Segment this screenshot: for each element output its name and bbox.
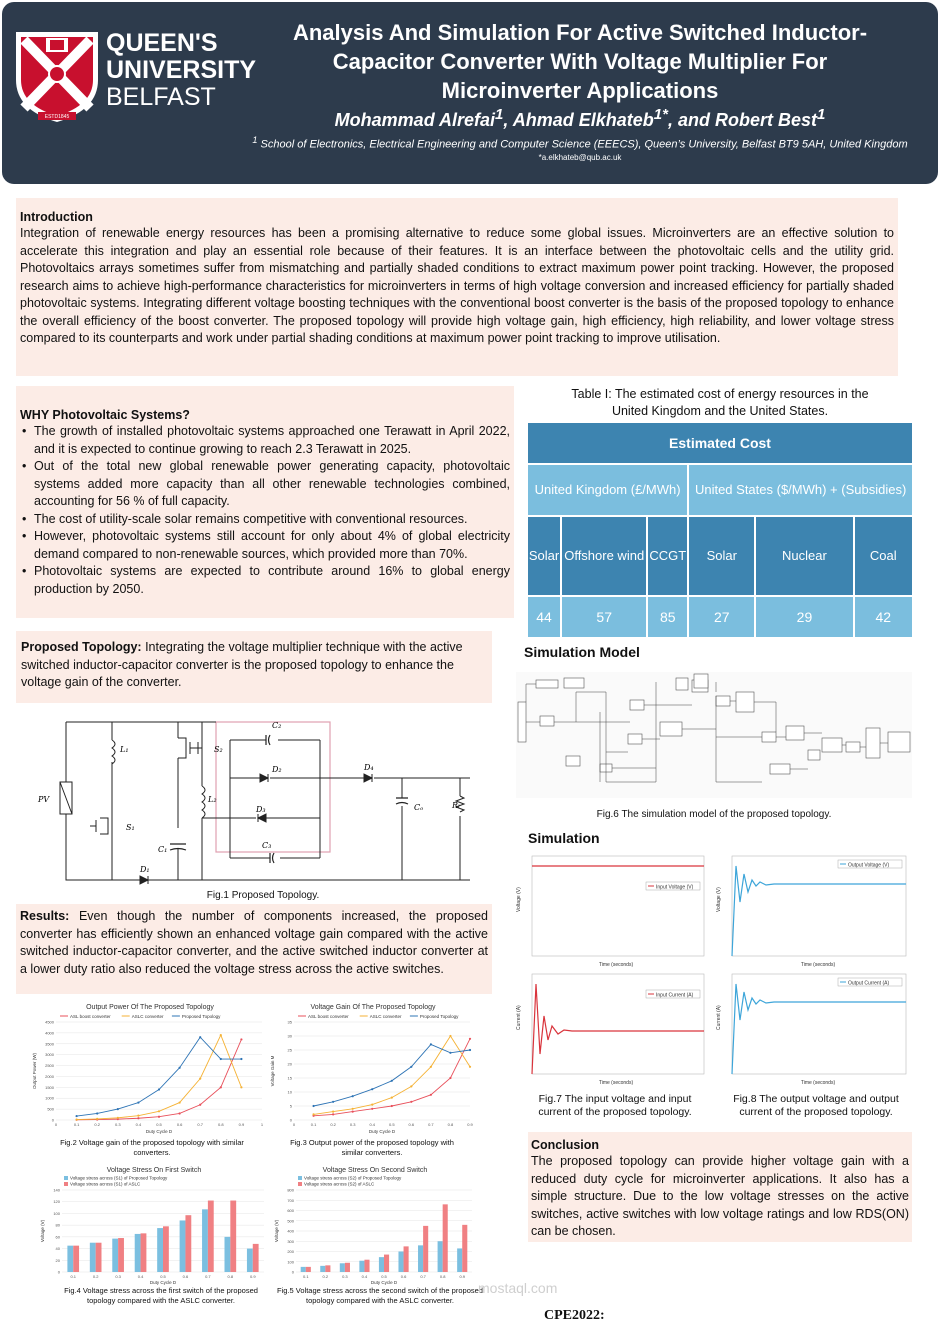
svg-text:Current (A): Current (A) [716,1005,722,1030]
why-pv-title: WHY Photovoltaic Systems? [20,408,190,422]
data-point [76,1115,78,1117]
legend-label: Voltage stress across (S1) of ASLC [70,1181,141,1187]
results-section [16,904,492,994]
svg-text:ESTD1845: ESTD1845 [44,114,70,120]
x-tick-label: 0.3 [342,1274,348,1279]
bar-1 [112,1239,118,1272]
x-tick-label: 0.9 [459,1274,466,1279]
y-tick-label: 2500 [45,1063,54,1069]
logo-wordmark: QUEEN'S UNIVERSITY BELFAST [106,29,257,111]
why-bullet-4: • However, photovoltaic systems still account for only about 4% of global electricity demand compared to non-renewable sources, which provided more than 70%. [20,528,510,563]
why-pv-list [20,423,510,598]
data-point [449,1077,451,1079]
output-current-legend: Output Current (A) [848,980,890,987]
data-point [371,1104,373,1106]
table-header: Estimated Cost [528,423,912,463]
y-tick-label: 140 [53,1187,60,1193]
y-tick-label: 4500 [45,1019,54,1025]
bar-2 [208,1201,214,1272]
legend-label: Voltage stress across (S2) of Proposed Topology [304,1175,402,1181]
cost-table [526,421,914,639]
x-tick-label: 0.1 [302,1274,309,1279]
voltage-stress-s1-chart [36,1164,272,1286]
bar-1 [135,1234,141,1272]
y-tick-label: 40 [55,1246,60,1252]
table-caption: Table I: The estimated cost of energy resources in the United Kingdom and the United States. [571,387,869,418]
x-tick-label: 0.6 [176,1122,183,1127]
legend-label: Voltage stress across (S2) of ASLC [304,1181,375,1187]
x-tick-label: 0.2 [322,1274,329,1279]
label-co: Cₒ [414,803,424,812]
bar-1 [202,1209,208,1272]
y-tick-label: 20 [287,1061,292,1067]
table-col-5: Nuclear [756,517,852,595]
data-point [96,1118,98,1120]
x-tick-label: 0 [54,1122,58,1127]
fig1-caption: Fig.1 Proposed Topology. [206,890,320,901]
data-point [371,1108,373,1110]
label-l2: L₂ [208,795,217,804]
bar-2 [384,1255,389,1272]
data-point [137,1101,139,1103]
y-tick-label: 500 [287,1218,294,1224]
crest-icon [12,28,102,124]
label-pv: PV [38,795,50,804]
legend-swatch [64,1182,68,1186]
x-tick-label: 0.7 [420,1274,426,1279]
data-point [391,1105,393,1107]
bar-1 [418,1245,423,1272]
data-point [391,1080,393,1082]
x-axis-label: Duty Cycle D [370,1280,398,1285]
svg-text:Current (A): Current (A) [516,1005,522,1030]
label-d3: D₃ [256,805,266,814]
simulation-title: Simulation [528,830,600,846]
x-tick-label: 0.4 [137,1274,144,1279]
why-pv-section [16,386,514,618]
x-tick-label: 0.7 [197,1122,203,1127]
bar-1 [398,1252,403,1273]
data-point [158,1088,160,1090]
x-tick-label: 0.8 [439,1274,446,1279]
label-rl: Rₗ [452,801,460,810]
voltage-stress-s2-chart [270,1164,480,1286]
data-point [469,1038,471,1040]
bar-2 [73,1246,79,1272]
proposed-topology-circuit [30,718,490,888]
table-value-6: 42 [855,597,912,637]
output-voltage-plot [714,852,910,968]
legend-label: Proposed Topology [419,1014,459,1019]
legend-label: Voltage stress across (S1) of Proposed Topology [70,1175,168,1181]
x-tick-label: 0.7 [428,1122,434,1127]
y-tick-label: 120 [53,1199,60,1205]
y-tick-label: 30 [287,1033,292,1039]
y-tick-label: 0 [291,1269,294,1275]
x-tick-label: 0.9 [249,1274,256,1279]
data-point [312,1113,314,1115]
y-tick-label: 1000 [45,1095,54,1101]
x-tick-label: 0.8 [218,1122,224,1127]
data-point [199,1036,201,1038]
fig3-caption: Fig.3 Output power of the proposed topology with similar converters. [290,1138,454,1157]
why-bullet-1: • The growth of installed photovoltaic systems approached one Terawatt in April 2022, and it is expected to continue growing to reach 2.3 Terawatt in 2025. [20,423,510,458]
y-tick-label: 10 [287,1089,292,1095]
y-axis-label: Voltage (V) [274,1219,279,1243]
simulink-model-diagram [516,672,912,798]
conclusion-title: Conclusion [531,1138,600,1152]
y-tick-label: 20 [55,1257,60,1263]
bar-2 [364,1260,369,1272]
y-axis-label: Voltage Gain M [270,1055,275,1087]
data-point [199,1078,201,1080]
data-point [158,1110,160,1112]
bar-1 [224,1237,230,1272]
data-point [410,1066,412,1068]
bar-1 [379,1257,384,1272]
legend-label: Proposed Topology [181,1014,221,1019]
chart-title: Output Power Of The Proposed Topology [86,1004,214,1011]
legend-label: ASL boost converter [70,1014,111,1019]
voltage-gain-chart [268,1000,478,1136]
data-point [220,1058,222,1060]
x-tick-label: 0.1 [73,1122,80,1127]
data-point [352,1111,354,1113]
fig5-caption: Fig.5 Voltage stress across the second switch of the proposed topology compared with the ASLC converter. [277,1286,483,1305]
data-point [312,1105,314,1107]
data-point [449,1035,451,1037]
x-tick-label: 0.2 [92,1274,99,1279]
data-point [410,1101,412,1103]
x-tick-label: 0.2 [94,1122,100,1127]
series-line-1 [314,1039,470,1116]
x-tick-label: 0.7 [205,1274,211,1279]
y-tick-label: 400 [287,1228,294,1234]
svg-text:Time (seconds): Time (seconds) [800,1080,836,1086]
svg-text:Time (seconds): Time (seconds) [598,962,634,968]
input-current-legend: Input Current (A) [656,992,694,999]
bar-1 [157,1228,163,1272]
y-tick-label: 2000 [45,1073,54,1079]
data-point [179,1101,181,1103]
fig6-caption: Fig.6 The simulation model of the proposed topology. [596,809,832,820]
data-point [179,1112,181,1114]
x-axis-label: Duty Cycle D [149,1280,177,1285]
data-point [371,1088,373,1090]
fig2-caption: Fig.2 Voltage gain of the proposed topology with similar converters. [60,1138,244,1157]
topology-section [16,631,492,703]
label-c2: C₂ [272,721,282,730]
legend-swatch [298,1182,302,1186]
table-col-6: Coal [855,517,912,595]
x-tick-label: 0.8 [447,1122,454,1127]
chart-title: Voltage Stress On First Switch [106,1167,202,1174]
svg-text:Time (seconds): Time (seconds) [800,962,836,968]
conference-label: CPE2022: [544,1308,605,1323]
y-tick-label: 0 [57,1269,60,1275]
x-tick-label: 0.6 [182,1274,189,1279]
x-tick-label: 0 [292,1122,296,1127]
y-tick-label: 4000 [45,1030,54,1036]
x-axis-label: Duty Cycle D [368,1129,396,1134]
bar-1 [301,1267,306,1272]
x-tick-label: 0.5 [388,1122,395,1127]
x-tick-label: 0.5 [156,1122,162,1127]
y-tick-label: 600 [287,1208,294,1213]
label-d2: D₂ [272,765,282,774]
table-value-2: 57 [562,597,646,637]
data-point [76,1118,78,1120]
bar-1 [90,1243,96,1272]
x-tick-label: 0.1 [70,1274,77,1279]
bar-2 [118,1238,124,1272]
data-point [430,1094,432,1096]
x-tick-label: 0.6 [408,1122,415,1127]
bar-2 [423,1226,428,1272]
conclusion-section [528,1132,912,1242]
contact-email: *a.elkhateb@qub.ac.uk [538,153,622,162]
fig4-caption: Fig.4 Voltage stress across the first switch of the proposed topology compared with the ASLC converter. [64,1286,258,1305]
authors: Mohammad Alrefai$^1$, Ahmad Elkhateb$^{1*}$, and Robert Best$^1$ [334,106,826,130]
results-label: Results: [20,909,70,923]
data-point [240,1086,242,1088]
output-current-plot [714,970,910,1086]
introduction-title: Introduction [20,210,93,224]
legend-label: ASLC converter [369,1014,402,1019]
table-col-2: Offshore wind [562,517,646,595]
data-point [352,1095,354,1097]
y-tick-label: 200 [287,1249,294,1254]
data-point [430,1066,432,1068]
output-voltage-legend: Output Voltage (V) [848,862,890,869]
data-point [469,1049,471,1051]
data-point [220,1086,222,1088]
label-c3: C₃ [262,841,272,850]
data-point [137,1117,139,1119]
fig7-caption: Fig.7 The input voltage and input current of the proposed topology. [538,1093,692,1118]
data-point [332,1101,334,1103]
legend-label: ASL boost converter [308,1014,349,1019]
series-line-1 [77,1039,242,1119]
table-value-1: 44 [528,597,560,637]
x-tick-label: 0.5 [160,1274,166,1279]
output-power-chart [30,1000,270,1136]
y-tick-label: 80 [55,1222,60,1228]
introduction-text: Integration of renewable energy resources has been a promising alternative to reduce some global issues. Microinverters are an effective solution to accelerate this integration and play an essential role because of their features. It is an interface between the photovoltaic cells and the utility grid. Photovoltaics arrays sometimes suffer from mismatching and partially shaded conditions to extract maximum power point tracking. However, the proposed research aims to achieve high-performance characteristics for microinverters in terms of high voltage conversion and increased efficiency for partially shaded photovoltaic systems. Integrating different voltage boosting techniques with the conventional boost converter is the basis of the proposed topology to enhance the overall efficiency of the boost converter. The proposed topology will provide high voltage gain, high efficiency, high reliability, and lower voltage stress compared to its counterparts and work under partial shading conditions at maximum power point tracking to improve utilisation. [20,226,894,345]
data-point [240,1058,242,1060]
y-tick-label: 100 [53,1210,60,1216]
bar-1 [438,1241,443,1272]
fig8-caption: Fig.8 The output voltage and output current of the proposed topology. [733,1093,899,1118]
svg-text:Time (seconds): Time (seconds) [598,1080,634,1086]
y-axis-label: Voltage (V) [40,1219,45,1243]
bar-2 [253,1244,259,1272]
affiliation: $^1$ School of Electronics, Electrical Engineering and Computer Science (EEECS), Queen’s University, Belfast BT9 5AH, United Kingdom [252,135,908,151]
data-point [117,1108,119,1110]
bar-1 [320,1266,325,1272]
bar-2 [462,1225,467,1272]
bar-1 [457,1248,462,1272]
bar-2 [163,1226,169,1272]
data-point [117,1117,119,1119]
bar-2 [404,1246,409,1272]
x-tick-label: 0.9 [467,1122,473,1127]
series-line-2 [77,1035,242,1119]
y-tick-label: 60 [55,1234,60,1240]
table-value-5: 29 [756,597,852,637]
y-tick-label: 700 [287,1197,294,1203]
table-value-4: 27 [689,597,754,637]
table-value-3: 85 [648,597,687,637]
y-tick-label: 0 [289,1117,292,1123]
bar-1 [67,1246,73,1272]
why-bullet-2: • Out of the total new global renewable power generating capacity, photovoltaic systems added more capacity than all other renewable technologies combined, accounting for 56 % of full capacity. [20,458,510,511]
y-tick-label: 300 [287,1238,294,1244]
legend-swatch [298,1176,302,1180]
data-point [199,1104,201,1106]
bar-2 [345,1263,350,1272]
bar-2 [325,1265,330,1272]
input-current-plot [516,970,708,1086]
label-d1: D₁ [140,865,150,874]
x-tick-label: 0.3 [115,1274,121,1279]
y-tick-label: 0 [51,1117,54,1123]
y-tick-label: 15 [287,1075,292,1081]
data-point [410,1085,412,1087]
data-point [220,1034,222,1036]
university-logo [12,28,274,124]
data-point [449,1052,451,1054]
y-tick-label: 3500 [45,1041,54,1047]
y-tick-label: 35 [287,1019,292,1025]
y-tick-label: 5 [289,1103,292,1109]
y-tick-label: 800 [287,1187,294,1193]
data-point [158,1116,160,1118]
data-point [391,1097,393,1099]
bar-2 [141,1233,147,1272]
label-d4: D₄ [364,763,374,772]
x-tick-label: 1 [260,1122,264,1127]
bar-1 [340,1263,345,1272]
poster-title: Analysis And Simulation For Active Switched Inductor-Capacitor Converter With Voltage Multiplier For Microinverter Applications [292,20,868,103]
y-tick-label: 25 [287,1047,292,1053]
conclusion-text: The proposed topology can provide higher voltage gain with a reduced duty cycle for microinverter applications. It also has a simple structure. Due to the low voltage stresses on the active switches, active switches with low voltage ratings and low RDS(ON) can be chosen. [531,1154,909,1238]
series-line-2 [314,1036,470,1114]
chart-title: Voltage Gain Of The Proposed Topology [310,1004,436,1011]
x-tick-label: 0.3 [115,1122,121,1127]
y-tick-label: 100 [287,1259,294,1265]
svg-text:Voltage (V): Voltage (V) [716,887,722,912]
bar-2 [443,1204,448,1272]
bar-1 [180,1220,186,1272]
topology-text: Integrating the voltage multiplier technique with the active switched inductor-capacitor converter is the proposed topology to enhance the voltage gain of the converter. [21,640,463,689]
topology-label: Proposed Topology: [21,640,142,654]
x-tick-label: 0.3 [349,1122,356,1127]
x-tick-label: 0.5 [381,1274,387,1279]
input-voltage-legend: Input Voltage (V) [656,884,694,891]
chart-title: Voltage Stress On Second Switch [322,1167,428,1174]
y-tick-label: 3000 [45,1052,54,1058]
bar-2 [306,1267,311,1272]
x-tick-label: 0.2 [330,1122,336,1127]
data-point [240,1038,242,1040]
table-col-4: Solar [689,517,754,595]
results-text: Even though the number of components increased, the proposed converter has efficiently shown an enhanced voltage gain compared with the active switched inductor-capacitor converter, and the active switched inductor converter at a lower duty ratio also reduced the voltage stress across the active switches. [20,909,488,976]
x-tick-label: 0.4 [361,1274,368,1279]
data-point [96,1112,98,1114]
y-tick-label: 1500 [45,1084,54,1090]
svg-text:Voltage (V): Voltage (V) [516,887,522,912]
data-point [179,1067,181,1069]
data-point [332,1113,334,1115]
x-tick-label: 0.4 [135,1122,142,1127]
data-point [352,1108,354,1110]
x-tick-label: 0.9 [238,1122,245,1127]
legend-swatch [64,1176,68,1180]
introduction-section [16,198,898,376]
x-axis-label: Duty Cycle D [145,1129,173,1134]
table-col-3: CCGT [648,517,687,595]
label-s2: S₂ [214,745,223,754]
bar-2 [185,1215,191,1272]
bar-2 [230,1201,236,1272]
table-col-1: Solar [528,517,560,595]
why-bullet-5: • Photovoltaic systems are expected to contribute around 16% to global energy production by 2050. [20,563,510,598]
why-bullet-3: • The cost of utility-scale solar remains competitive with conventional resources. [20,511,510,529]
x-tick-label: 0.8 [227,1274,234,1279]
label-l1: L₁ [120,745,129,754]
data-point [137,1115,139,1117]
y-axis-label: Output Power (W) [32,1052,37,1090]
x-tick-label: 0.1 [310,1122,317,1127]
bar-2 [96,1243,102,1272]
x-tick-label: 0.6 [400,1274,407,1279]
x-tick-label: 0.4 [369,1122,376,1127]
label-s1: S₁ [126,823,135,832]
label-c1: C₁ [158,845,168,854]
input-voltage-plot [516,852,708,968]
y-tick-label: 500 [47,1106,54,1112]
table-uk-header: United Kingdom (£/MWh) [528,465,687,515]
data-point [332,1111,334,1113]
bar-1 [359,1261,364,1272]
watermark: mostaql.com [478,1280,558,1296]
table-us-header: United States ($/MWh) + (Subsidies) [689,465,912,515]
data-point [469,1066,471,1068]
bar-1 [247,1249,253,1272]
data-point [430,1043,432,1045]
legend-label: ASLC converter [131,1014,164,1019]
simulation-model-title: Simulation Model [524,644,640,660]
